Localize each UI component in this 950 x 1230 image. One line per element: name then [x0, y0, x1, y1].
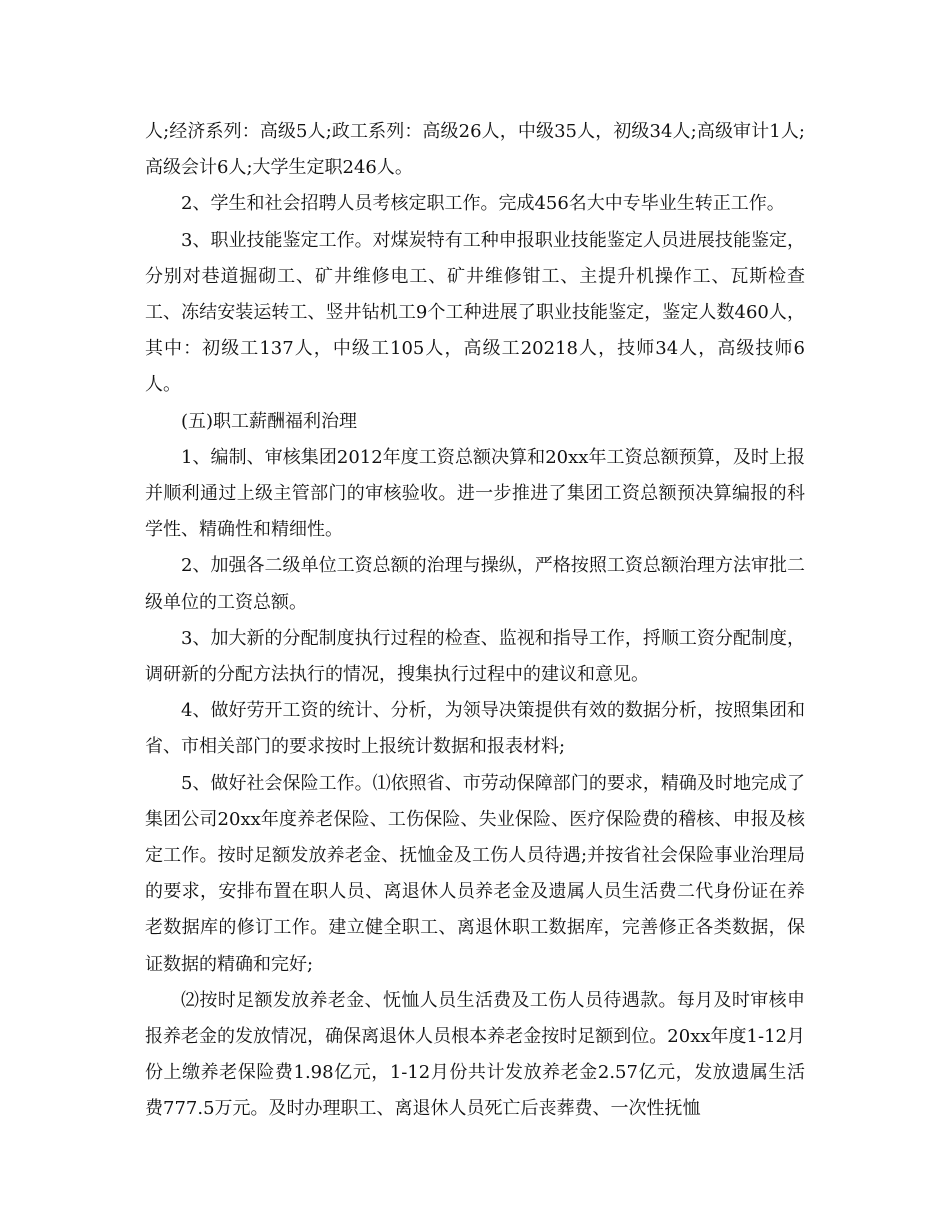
paragraph-2: 2、学生和社会招聘人员考核定职工作。完成456名大中专毕业生转正工作。: [181, 193, 785, 215]
paragraph-10: ⑵按时足额发放养老金、怃恤人员生活费及工伤人员待遇款。每月及时审核申报养老金的发放情况，确保离退休人员根本养老金按时足额到位。20xx年度1-12月份上缴养老保险费1.98亿元，1-12月份共计发放养老金2.57亿元，发放遗属生活费777.5万元。及时办理职工、离退休人员死亡后丧葬费、一次性抚恤: [145, 989, 805, 1120]
paragraph-7: 3、加大新的分配制度执行过程的检查、监视和指导工作，捋顺工资分配制度，调研新的分配方法执行的情况，搜集执行过程中的建议和意见。: [145, 627, 805, 686]
document-body: [145, 114, 805, 1128]
paragraph-1: 人;经济系列：高级5人;政工系列：高级26人，中级35人，初级34人;高级审计1人;高级会计6人;大学生定职246人。: [145, 121, 805, 179]
paragraph-6: 2、加强各二级单位工资总额的治理与操纵，严格按照工资总额治理方法审批二级单位的工资总额。: [145, 555, 805, 613]
paragraph-8: 4、做好劳开工资的统计、分析，为领导决策提供有效的数据分析，按照集团和省、市相关部门的要求按时上报统计数据和报表材料;: [145, 700, 805, 758]
paragraph-3: 3、职业技能鉴定工作。对煤炭特有工种申报职业技能鉴定人员进展技能鉴定，分别对巷道掘砌工、矿井维修电工、矿井维修钳工、主提升机操作工、瓦斯检查工、冻结安装运转工、竖井钻机工9个工种进展了职业技能鉴定，鉴定人数460人，其中：初级工137人，中级工105人，高级工20218人，技师34人，高级技师6人。: [145, 229, 805, 396]
section-heading: (五)职工薪酬福利治理: [181, 410, 358, 432]
paragraph-9: 5、做好社会保险工作。⑴依照省、市劳动保障部门的要求，精确及时地完成了集团公司20xx年度养老保险、工伤保险、失业保险、医疗保险费的稽核、申报及核定工作。按时足额发放养老金、抚恤金及工伤人员待遇;并按省社会保险事业治理局的要求，安排布置在职人员、离退休人员养老金及遗属人员生活费二代身份证在养老数据库的修订工作。建立健全职工、离退休职工数据库，完善修正各类数据，保证数据的精确和完好;: [145, 772, 805, 975]
paragraph-5: 1、编制、审核集团2012年度工资总额决算和20xx年工资总额预算，及时上报并顺利通过上级主管部门的审核验收。进一步推进了集团工资总额预决算编报的科学性、精确性和精细性。: [145, 446, 805, 541]
